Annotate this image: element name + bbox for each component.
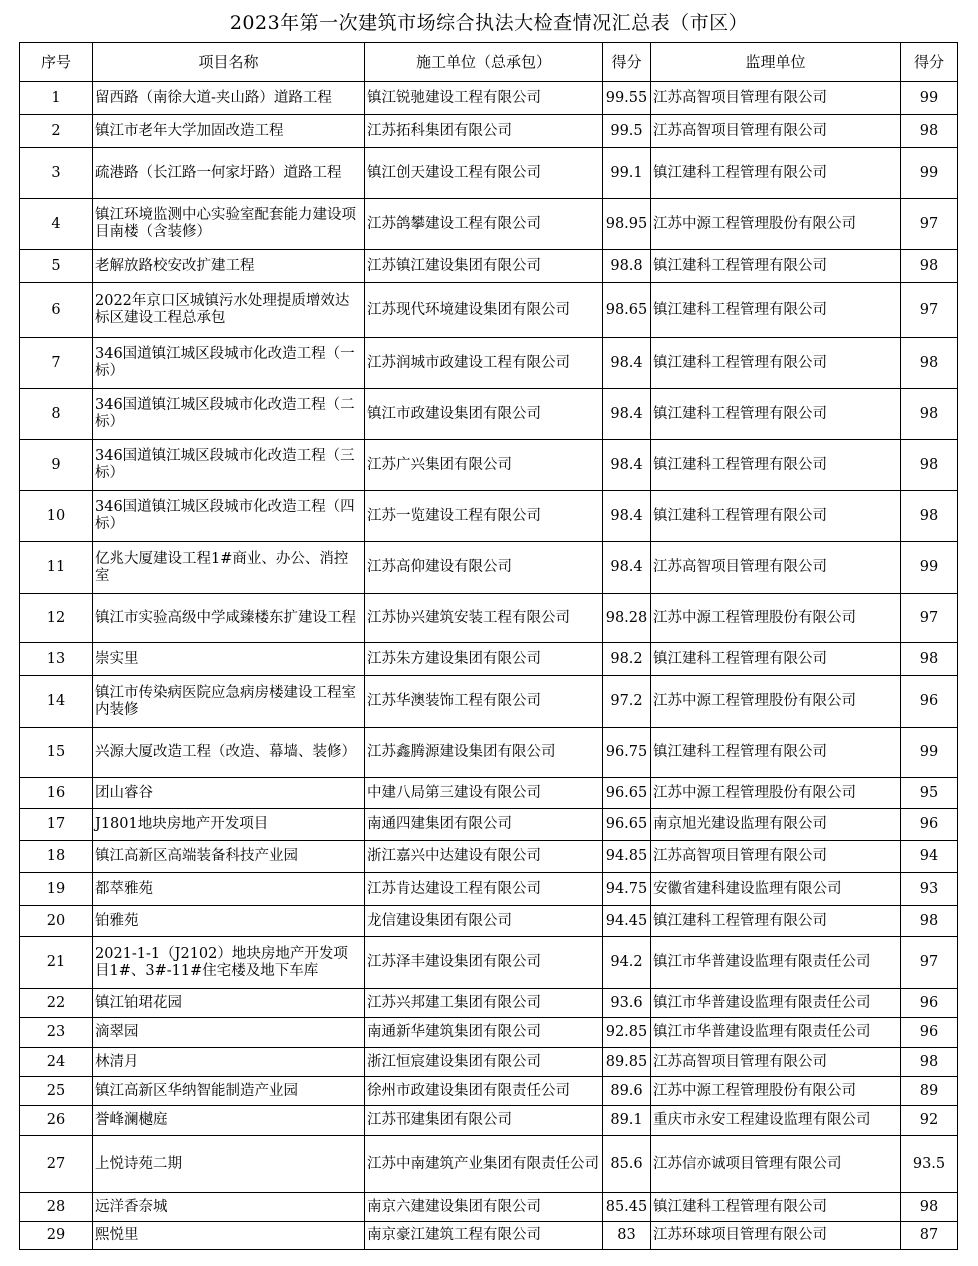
cell-builder: 浙江恒宸建设集团有限公司	[365, 1048, 603, 1077]
cell-project-name: 铂雅苑	[93, 906, 365, 937]
cell-score-2: 98	[901, 440, 958, 491]
cell-score: 96.75	[603, 728, 651, 778]
cell-supervisor: 江苏中源工程管理股份有限公司	[651, 594, 901, 643]
cell-score: 85.45	[603, 1193, 651, 1222]
cell-score: 94.45	[603, 906, 651, 937]
cell-builder: 江苏高仰建设有限公司	[365, 542, 603, 594]
cell-no: 19	[20, 873, 93, 906]
cell-score: 85.6	[603, 1136, 651, 1193]
cell-score-2: 97	[901, 199, 958, 250]
cell-score: 96.65	[603, 778, 651, 809]
cell-score: 98.2	[603, 643, 651, 676]
cell-no: 25	[20, 1077, 93, 1106]
cell-score-2: 98	[901, 491, 958, 542]
table-row	[20, 389, 958, 440]
cell-score-2: 98	[901, 250, 958, 283]
cell-supervisor: 镇江市华普建设监理有限责任公司	[651, 1018, 901, 1048]
cell-no: 17	[20, 809, 93, 841]
table-row	[20, 778, 958, 809]
cell-score: 98.4	[603, 542, 651, 594]
cell-supervisor: 江苏中源工程管理股份有限公司	[651, 676, 901, 728]
cell-builder: 镇江锐驰建设工程有限公司	[365, 82, 603, 115]
cell-score: 94.75	[603, 873, 651, 906]
cell-builder: 南京豪江建筑工程有限公司	[365, 1222, 603, 1250]
cell-score-2: 99	[901, 542, 958, 594]
table-row	[20, 82, 958, 115]
cell-builder: 江苏泽丰建设集团有限公司	[365, 937, 603, 989]
cell-project-name: 团山睿谷	[93, 778, 365, 809]
cell-no: 4	[20, 199, 93, 250]
header-no: 序号	[20, 43, 93, 82]
cell-score-2: 99	[901, 728, 958, 778]
cell-project-name: 2021-1-1（J2102）地块房地产开发项目1#、3#-11#住宅楼及地下车库	[93, 937, 365, 989]
cell-project-name: 346国道镇江城区段城市化改造工程（一标）	[93, 338, 365, 389]
cell-project-name: 滴翠园	[93, 1018, 365, 1048]
cell-builder: 浙江嘉兴中达建设有限公司	[365, 841, 603, 873]
cell-builder: 江苏协兴建筑安装工程有限公司	[365, 594, 603, 643]
cell-no: 2	[20, 115, 93, 148]
cell-supervisor: 镇江市华普建设监理有限责任公司	[651, 989, 901, 1018]
cell-no: 14	[20, 676, 93, 728]
cell-score-2: 89	[901, 1077, 958, 1106]
cell-supervisor: 镇江建科工程管理有限公司	[651, 250, 901, 283]
cell-no: 16	[20, 778, 93, 809]
cell-no: 29	[20, 1222, 93, 1250]
cell-project-name: 镇江高新区高端装备科技产业园	[93, 841, 365, 873]
table-row	[20, 115, 958, 148]
cell-project-name: 老解放路校安改扩建工程	[93, 250, 365, 283]
table-row	[20, 841, 958, 873]
table-row	[20, 676, 958, 728]
cell-no: 13	[20, 643, 93, 676]
cell-score: 89.85	[603, 1048, 651, 1077]
cell-project-name: 镇江市老年大学加固改造工程	[93, 115, 365, 148]
cell-no: 9	[20, 440, 93, 491]
cell-score: 89.6	[603, 1077, 651, 1106]
table-body	[20, 82, 958, 1250]
cell-score: 99.1	[603, 148, 651, 199]
cell-builder: 江苏一览建设工程有限公司	[365, 491, 603, 542]
cell-supervisor: 镇江建科工程管理有限公司	[651, 728, 901, 778]
cell-no: 24	[20, 1048, 93, 1077]
cell-score-2: 96	[901, 809, 958, 841]
table-row	[20, 728, 958, 778]
cell-builder: 南京六建建设集团有限公司	[365, 1193, 603, 1222]
cell-no: 11	[20, 542, 93, 594]
cell-supervisor: 镇江建科工程管理有限公司	[651, 906, 901, 937]
cell-score-2: 97	[901, 937, 958, 989]
cell-builder: 江苏华澳装饰工程有限公司	[365, 676, 603, 728]
cell-builder: 江苏鑫腾源建设集团有限公司	[365, 728, 603, 778]
cell-supervisor: 镇江建科工程管理有限公司	[651, 491, 901, 542]
cell-project-name: 镇江市传染病医院应急病房楼建设工程室内装修	[93, 676, 365, 728]
cell-supervisor: 镇江建科工程管理有限公司	[651, 440, 901, 491]
cell-score: 89.1	[603, 1106, 651, 1136]
cell-score-2: 93.5	[901, 1136, 958, 1193]
cell-supervisor: 重庆市永安工程建设监理有限公司	[651, 1106, 901, 1136]
cell-supervisor: 江苏高智项目管理有限公司	[651, 1048, 901, 1077]
cell-score-2: 98	[901, 1193, 958, 1222]
cell-builder: 江苏拓科集团有限公司	[365, 115, 603, 148]
cell-score: 83	[603, 1222, 651, 1250]
cell-score-2: 96	[901, 676, 958, 728]
cell-score: 98.95	[603, 199, 651, 250]
table-row	[20, 594, 958, 643]
cell-project-name: J1801地块房地产开发项目	[93, 809, 365, 841]
table-row	[20, 906, 958, 937]
cell-supervisor: 镇江建科工程管理有限公司	[651, 338, 901, 389]
header-builder: 施工单位（总承包）	[365, 43, 603, 82]
cell-score: 98.4	[603, 389, 651, 440]
cell-score: 98.8	[603, 250, 651, 283]
cell-score-2: 98	[901, 115, 958, 148]
cell-no: 22	[20, 989, 93, 1018]
table-row	[20, 1048, 958, 1077]
cell-supervisor: 镇江建科工程管理有限公司	[651, 1193, 901, 1222]
cell-project-name: 2022年京口区城镇污水处理提质增效达标区建设工程总承包	[93, 283, 365, 338]
table-row	[20, 542, 958, 594]
cell-builder: 江苏中南建筑产业集团有限责任公司	[365, 1136, 603, 1193]
cell-builder: 江苏肯达建设工程有限公司	[365, 873, 603, 906]
cell-score-2: 98	[901, 643, 958, 676]
table-row	[20, 338, 958, 389]
cell-no: 10	[20, 491, 93, 542]
cell-score: 97.2	[603, 676, 651, 728]
header-score: 得分	[603, 43, 651, 82]
cell-supervisor: 镇江建科工程管理有限公司	[651, 148, 901, 199]
cell-project-name: 镇江高新区华纳智能制造产业园	[93, 1077, 365, 1106]
cell-project-name: 留西路（南徐大道-夹山路）道路工程	[93, 82, 365, 115]
cell-score: 98.65	[603, 283, 651, 338]
cell-builder: 徐州市政建设集团有限责任公司	[365, 1077, 603, 1106]
cell-builder: 江苏兴邦建工集团有限公司	[365, 989, 603, 1018]
cell-builder: 镇江市政建设集团有限公司	[365, 389, 603, 440]
cell-score-2: 97	[901, 594, 958, 643]
cell-project-name: 镇江铂珺花园	[93, 989, 365, 1018]
table-row	[20, 873, 958, 906]
header-supervisor: 监理单位	[651, 43, 901, 82]
cell-supervisor: 江苏环球项目管理有限公司	[651, 1222, 901, 1250]
cell-supervisor: 江苏高智项目管理有限公司	[651, 542, 901, 594]
table-row	[20, 1193, 958, 1222]
cell-no: 15	[20, 728, 93, 778]
cell-no: 26	[20, 1106, 93, 1136]
header-score-2: 得分	[901, 43, 958, 82]
table-row	[20, 491, 958, 542]
cell-score: 94.2	[603, 937, 651, 989]
cell-project-name: 林清月	[93, 1048, 365, 1077]
cell-score: 98.4	[603, 338, 651, 389]
cell-no: 20	[20, 906, 93, 937]
cell-supervisor: 江苏信亦诚项目管理有限公司	[651, 1136, 901, 1193]
cell-builder: 江苏镇江建设集团有限公司	[365, 250, 603, 283]
table-row	[20, 1222, 958, 1250]
cell-builder: 江苏现代环境建设集团有限公司	[365, 283, 603, 338]
cell-builder: 江苏润城市政建设工程有限公司	[365, 338, 603, 389]
table-row	[20, 283, 958, 338]
cell-project-name: 疏港路（长江路一何家圩路）道路工程	[93, 148, 365, 199]
cell-score-2: 87	[901, 1222, 958, 1250]
cell-builder: 中建八局第三建设有限公司	[365, 778, 603, 809]
cell-score: 96.65	[603, 809, 651, 841]
table-row	[20, 937, 958, 989]
cell-builder: 江苏邗建集团有限公司	[365, 1106, 603, 1136]
cell-score-2: 98	[901, 338, 958, 389]
cell-score-2: 98	[901, 389, 958, 440]
cell-score-2: 94	[901, 841, 958, 873]
summary-table	[19, 42, 958, 1250]
cell-project-name: 上悦诗苑二期	[93, 1136, 365, 1193]
table-row	[20, 643, 958, 676]
cell-score-2: 99	[901, 148, 958, 199]
cell-project-name: 346国道镇江城区段城市化改造工程（三标）	[93, 440, 365, 491]
cell-project-name: 346国道镇江城区段城市化改造工程（四标）	[93, 491, 365, 542]
cell-supervisor: 江苏中源工程管理股份有限公司	[651, 199, 901, 250]
cell-score-2: 96	[901, 989, 958, 1018]
cell-supervisor: 镇江市华普建设监理有限责任公司	[651, 937, 901, 989]
cell-builder: 龙信建设集团有限公司	[365, 906, 603, 937]
cell-builder: 南通新华建筑集团有限公司	[365, 1018, 603, 1048]
cell-no: 7	[20, 338, 93, 389]
cell-no: 5	[20, 250, 93, 283]
cell-no: 18	[20, 841, 93, 873]
table-row	[20, 809, 958, 841]
cell-score: 98.4	[603, 440, 651, 491]
header-project-name: 项目名称	[93, 43, 365, 82]
cell-score: 98.4	[603, 491, 651, 542]
table-row	[20, 989, 958, 1018]
cell-supervisor: 江苏高智项目管理有限公司	[651, 841, 901, 873]
cell-supervisor: 江苏高智项目管理有限公司	[651, 115, 901, 148]
cell-project-name: 兴源大厦改造工程（改造、幕墙、装修）	[93, 728, 365, 778]
cell-score-2: 92	[901, 1106, 958, 1136]
cell-project-name: 崇实里	[93, 643, 365, 676]
table-row	[20, 1106, 958, 1136]
cell-project-name: 远洋香奈城	[93, 1193, 365, 1222]
cell-builder: 江苏鸽攀建设工程有限公司	[365, 199, 603, 250]
cell-no: 12	[20, 594, 93, 643]
cell-builder: 镇江创天建设工程有限公司	[365, 148, 603, 199]
cell-project-name: 镇江市实验高级中学咸臻楼东扩建设工程	[93, 594, 365, 643]
cell-project-name: 都萃雅苑	[93, 873, 365, 906]
table-row	[20, 440, 958, 491]
cell-project-name: 誉峰澜樾庭	[93, 1106, 365, 1136]
cell-score: 99.55	[603, 82, 651, 115]
cell-score: 92.85	[603, 1018, 651, 1048]
cell-supervisor: 江苏中源工程管理股份有限公司	[651, 1077, 901, 1106]
table-row	[20, 1018, 958, 1048]
cell-score-2: 98	[901, 906, 958, 937]
cell-builder: 江苏朱方建设集团有限公司	[365, 643, 603, 676]
table-header-row	[20, 43, 958, 82]
cell-score: 99.5	[603, 115, 651, 148]
cell-supervisor: 安徽省建科建设监理有限公司	[651, 873, 901, 906]
page-title: 2023年第一次建筑市场综合执法大检查情况汇总表（市区）	[229, 12, 749, 34]
cell-no: 8	[20, 389, 93, 440]
cell-supervisor: 镇江建科工程管理有限公司	[651, 643, 901, 676]
cell-project-name: 熙悦里	[93, 1222, 365, 1250]
cell-no: 1	[20, 82, 93, 115]
cell-no: 27	[20, 1136, 93, 1193]
table-row	[20, 148, 958, 199]
cell-project-name: 346国道镇江城区段城市化改造工程（二标）	[93, 389, 365, 440]
cell-no: 21	[20, 937, 93, 989]
cell-builder: 南通四建集团有限公司	[365, 809, 603, 841]
cell-score-2: 98	[901, 1048, 958, 1077]
cell-supervisor: 江苏中源工程管理股份有限公司	[651, 778, 901, 809]
cell-score-2: 99	[901, 82, 958, 115]
cell-project-name: 亿兆大厦建设工程1#商业、办公、消控室	[93, 542, 365, 594]
table-row	[20, 250, 958, 283]
cell-score: 93.6	[603, 989, 651, 1018]
cell-score-2: 95	[901, 778, 958, 809]
cell-score-2: 93	[901, 873, 958, 906]
cell-score-2: 97	[901, 283, 958, 338]
cell-supervisor: 江苏高智项目管理有限公司	[651, 82, 901, 115]
table-row	[20, 1077, 958, 1106]
cell-supervisor: 南京旭光建设监理有限公司	[651, 809, 901, 841]
cell-no: 23	[20, 1018, 93, 1048]
cell-score-2: 96	[901, 1018, 958, 1048]
cell-supervisor: 镇江建科工程管理有限公司	[651, 283, 901, 338]
cell-no: 28	[20, 1193, 93, 1222]
table-row	[20, 1136, 958, 1193]
cell-supervisor: 镇江建科工程管理有限公司	[651, 389, 901, 440]
cell-no: 3	[20, 148, 93, 199]
cell-project-name: 镇江环境监测中心实验室配套能力建设项目南楼（含装修）	[93, 199, 365, 250]
cell-no: 6	[20, 283, 93, 338]
cell-builder: 江苏广兴集团有限公司	[365, 440, 603, 491]
cell-score: 94.85	[603, 841, 651, 873]
cell-score: 98.28	[603, 594, 651, 643]
table-row	[20, 199, 958, 250]
